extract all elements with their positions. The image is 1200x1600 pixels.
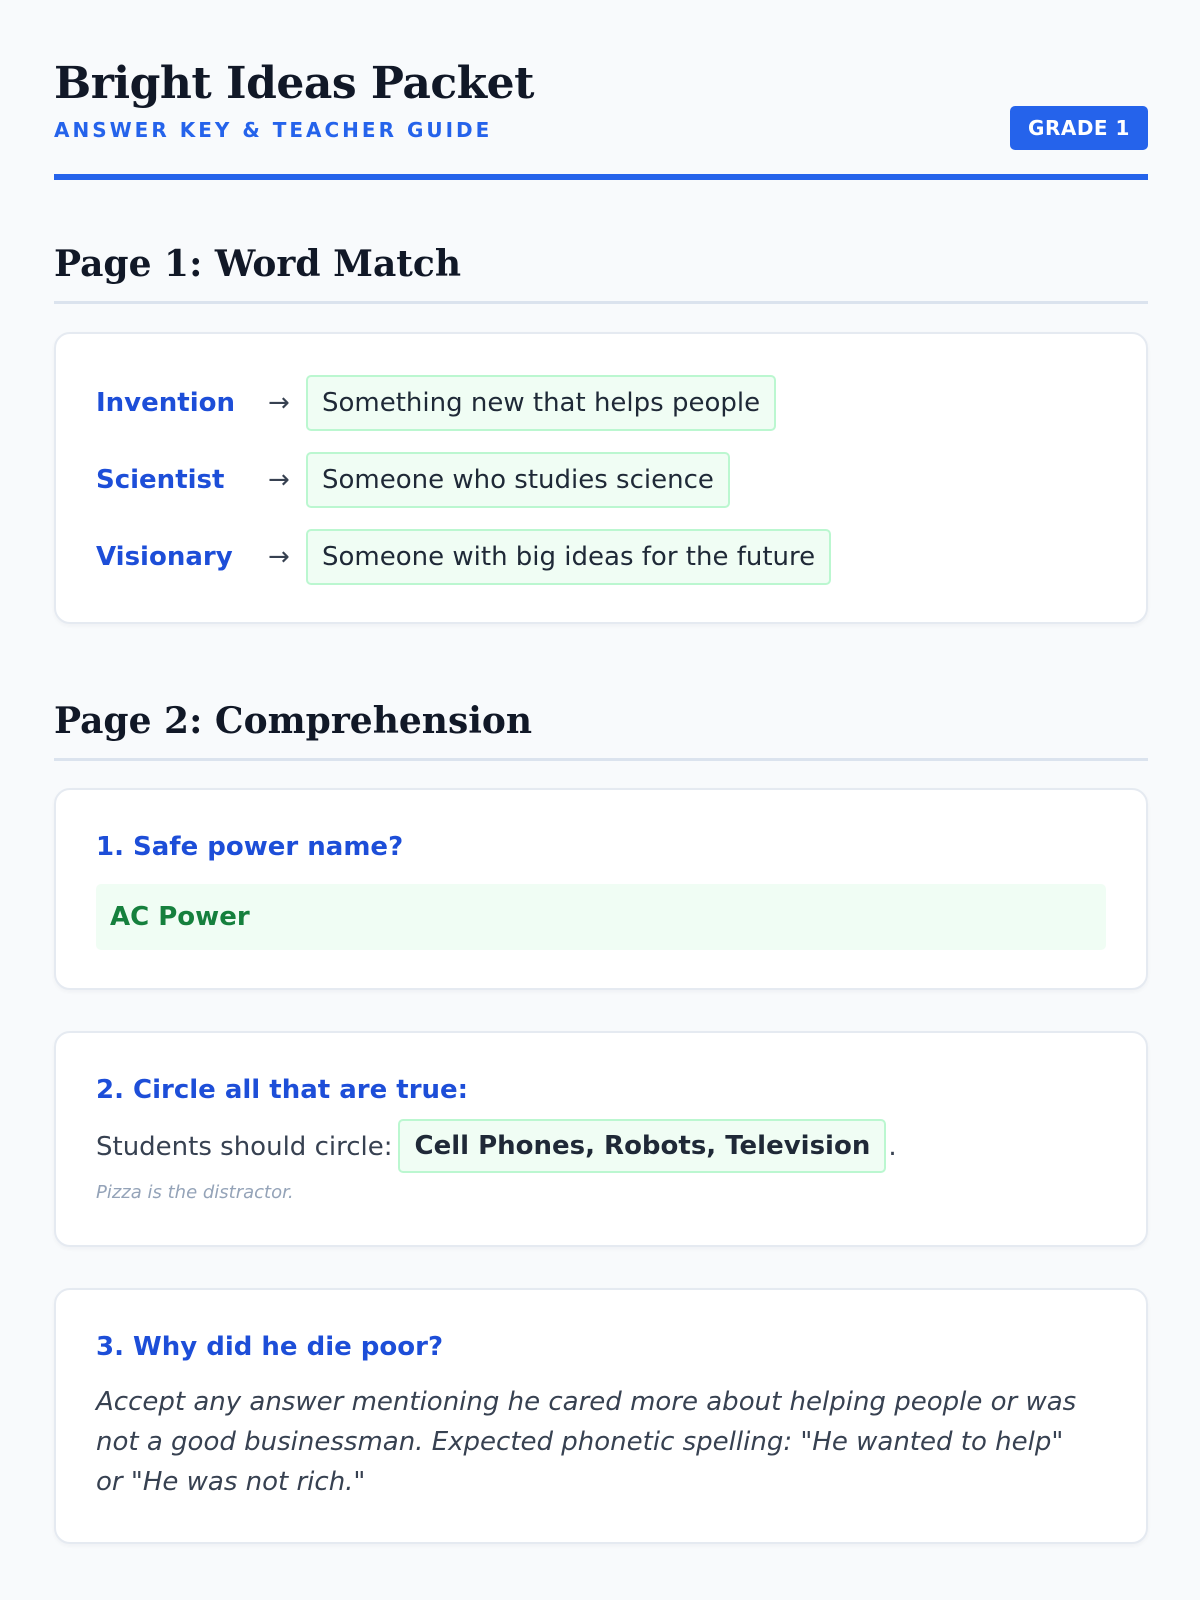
packet-title: Bright Ideas Packet — [54, 58, 534, 109]
match-row-invention — [96, 375, 1096, 431]
arrow-right-icon: → — [268, 465, 290, 495]
question-2-text: 2. Circle all that are true: — [96, 1075, 469, 1105]
question-2-note: Pizza is the distractor. — [96, 1182, 294, 1203]
match-definition: Something new that helps people — [306, 375, 776, 431]
question-card-3 — [54, 1288, 1148, 1544]
match-term: Visionary — [96, 542, 233, 572]
question-card-1 — [54, 788, 1148, 990]
question-3-rubric: Accept any answer mentioning he cared more about helping people or was not a good businessman. Expected phonetic spelling: "He wanted to help" or "He was not rich." — [96, 1387, 1077, 1497]
question-2-suffix: . — [888, 1132, 897, 1162]
match-row-visionary — [96, 529, 1096, 585]
question-2-prefix: Students should circle: — [96, 1132, 393, 1162]
match-definition: Someone who studies science — [306, 452, 730, 508]
question-3-text: 3. Why did he die poor? — [96, 1332, 444, 1362]
word-match-card — [54, 332, 1148, 624]
question-1-text: 1. Safe power name? — [96, 832, 404, 862]
match-row-scientist — [96, 452, 1096, 508]
packet-header — [54, 56, 1148, 180]
match-term: Scientist — [96, 465, 225, 495]
match-term: Invention — [96, 388, 235, 418]
comprehension-heading: Page 2: Comprehension — [54, 693, 1148, 761]
question-2-answer-line — [96, 1119, 1106, 1175]
word-match-heading: Page 1: Word Match — [54, 236, 1148, 304]
arrow-right-icon: → — [268, 542, 290, 572]
question-1-answer: AC Power — [96, 884, 1106, 950]
packet-subtitle: ANSWER KEY & TEACHER GUIDE — [54, 118, 493, 142]
question-2-answer: Cell Phones, Robots, Television — [398, 1119, 886, 1173]
match-definition: Someone with big ideas for the future — [306, 529, 831, 585]
question-card-2 — [54, 1031, 1148, 1247]
arrow-right-icon: → — [268, 388, 290, 418]
grade-badge: GRADE 1 — [1010, 106, 1148, 150]
